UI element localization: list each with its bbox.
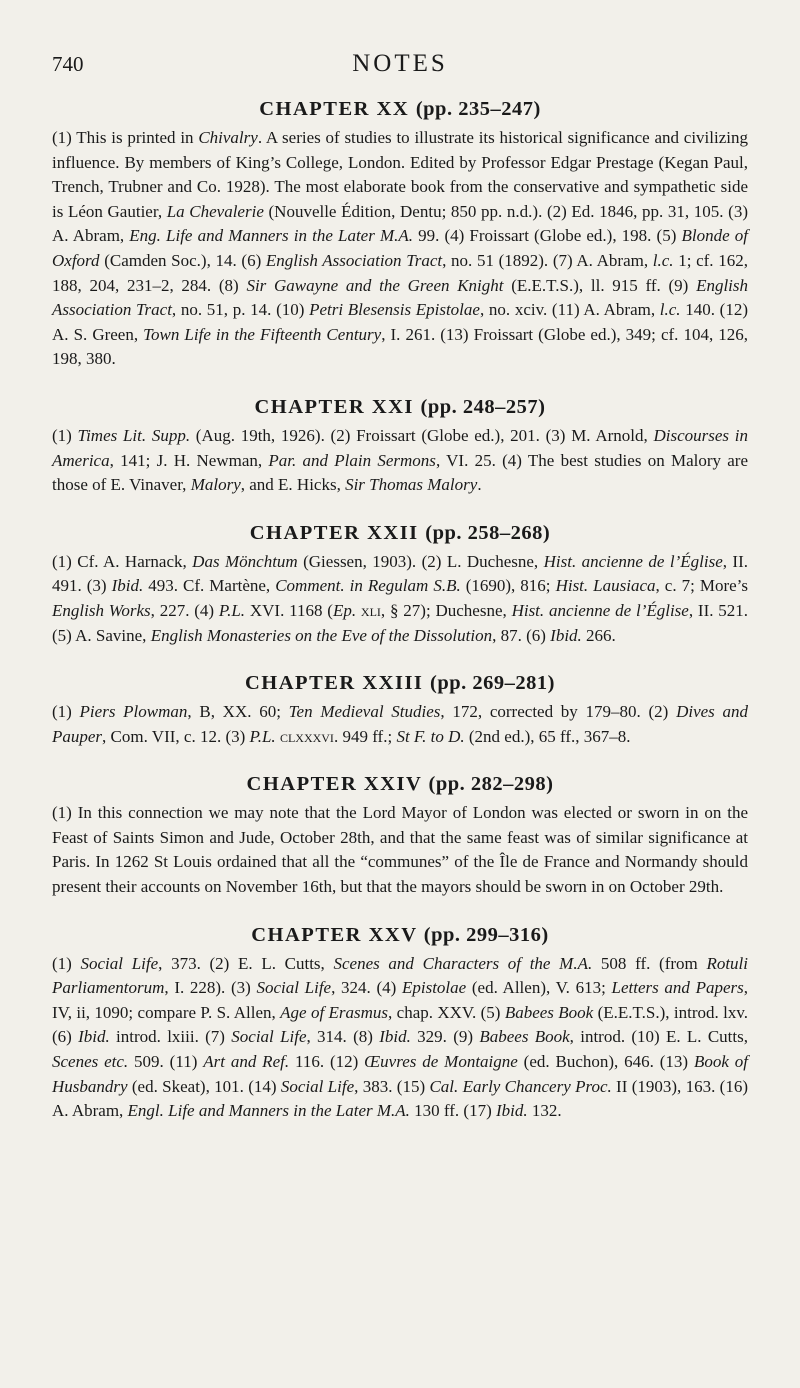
- page-number: 740: [52, 52, 84, 76]
- chapter-heading: CHAPTER XXI (pp. 248–257): [254, 395, 546, 418]
- chapter-notes: (1) Piers Plowman, B, XX. 60; Ten Medieval Studies, 172, corrected by 179–80. (2) Dives and Pauper, Com. VII, c. 12. (3) P.L. clxxxvi. 949 ff.; St F. to D. (2nd ed.), 65 ff., 367–8.: [52, 702, 748, 746]
- chapter-heading: CHAPTER XX (pp. 235–247): [259, 98, 541, 120]
- chapter-heading: CHAPTER XXIV (pp. 282–298): [246, 773, 554, 796]
- running-head: [52, 50, 748, 80]
- chapter-notes: (1) Social Life, 373. (2) E. L. Cutts, Scenes and Characters of the M.A. 508 ff. (from Rotuli Parliamentorum, I. 228). (3) Social Life, 324. (4) Epistolae (ed. Allen), V. 613; Letters and Papers, IV, ii, 1090; compare P. S. Allen, Age of Erasmus, chap. XXV. (5) Babees Book (E.E.T.S.), introd. lxv. (6) Ibid. introd. lxiii. (7) Social Life, 314. (8) Ibid. 329. (9) Babees Book, introd. (10) E. L. Cutts, Scenes etc. 509. (11) Art and Ref. 116. (12) Œuvres de Montaigne (ed. Buchon), 646. (13) Book of Husbandry (ed. Skeat), 101. (14) Social Life, 383. (15) Cal. Early Chancery Proc. II (1903), 163. (16) A. Abram, Engl. Life and Manners in the Later M.A. 130 ff. (17) Ibid. 132.: [52, 953, 748, 1121]
- chapter-heading: CHAPTER XXIII (pp. 269–281): [245, 672, 555, 695]
- page-title: NOTES: [352, 50, 448, 77]
- chapter-section: [52, 666, 748, 749]
- chapter-section: [52, 918, 748, 1124]
- chapter-section: [52, 390, 748, 498]
- chapter-section: [52, 516, 748, 648]
- chapter-heading: CHAPTER XXII (pp. 258–268): [249, 521, 551, 544]
- chapter-notes: (1) This is printed in Chivalry. A series of studies to illustrate its historical significance and civilizing influence. By members of King’s College, London. Edited by Professor Edgar Prestage (Kegan Paul, Trench, Trubner and Co. 1928). The most elaborate book from the conservative and sympathetic side is Léon Gautier, La Chevalerie (Nouvelle Édition, Dentu; 850 pp. n.d.). (2) Ed. 1846, pp. 31, 105. (3) A. Abram, Eng. Life and Manners in the Later M.A. 99. (4) Froissart (Globe ed.), 198. (5) Blonde of Oxford (Camden Soc.), 14. (6) English Association Tract, no. 51 (1892). (7) A. Abram, l.c. 1; cf. 162, 188, 204, 231–2, 284. (8) Sir Gawayne and the Green Knight (E.E.T.S.), ll. 915 ff. (9) English Association Tract, no. 51, p. 14. (10) Petri Blesensis Epistolae, no. xciv. (11) A. Abram, l.c. 140. (12) A. S. Green, Town Life in the Fifteenth Century, I. 261. (13) Froissart (Globe ed.), 349; cf. 104, 126, 198, 380.: [52, 128, 749, 369]
- chapter-notes: (1) Cf. A. Harnack, Das Mönchtum (Giessen, 1903). (2) L. Duchesne, Hist. ancienne de l’Église, II. 491. (3) Ibid. 493. Cf. Martène, Comment. in Regulam S.B. (1690), 816; Hist. Lausiaca, c. 7; More’s English Works, 227. (4) P.L. XVI. 1168 (Ep. xli, § 27); Duchesne, Hist. ancienne de l’Église, II. 521. (5) A. Savine, English Monasteries on the Eve of the Dissolution, 87. (6) Ibid. 266.: [52, 551, 749, 645]
- notes-content: [52, 92, 748, 1142]
- chapter-notes: (1) Times Lit. Supp. (Aug. 19th, 1926). (2) Froissart (Globe ed.), 201. (3) M. Arnold, Discourses in America, 141; J. H. Newman, Par. and Plain Sermons, VI. 25. (4) The best studies on Malory are those of E. Vinaver, Malory, and E. Hicks, Sir Thomas Malory.: [52, 425, 749, 495]
- chapter-section: [52, 92, 748, 372]
- chapter-notes: (1) In this connection we may note that the Lord Mayor of London was elected or sworn in on the Feast of Saints Simon and Jude, October 28th, and that the same feast was of similar significance at Paris. In 1262 St Louis ordained that all the “communes” of the Île de France and Normandy should present their accounts on November 16th, but that the mayors should be sworn in on October 29th.: [52, 803, 748, 897]
- chapter-section: [52, 767, 748, 899]
- chapter-heading: CHAPTER XXV (pp. 299–316): [251, 923, 549, 946]
